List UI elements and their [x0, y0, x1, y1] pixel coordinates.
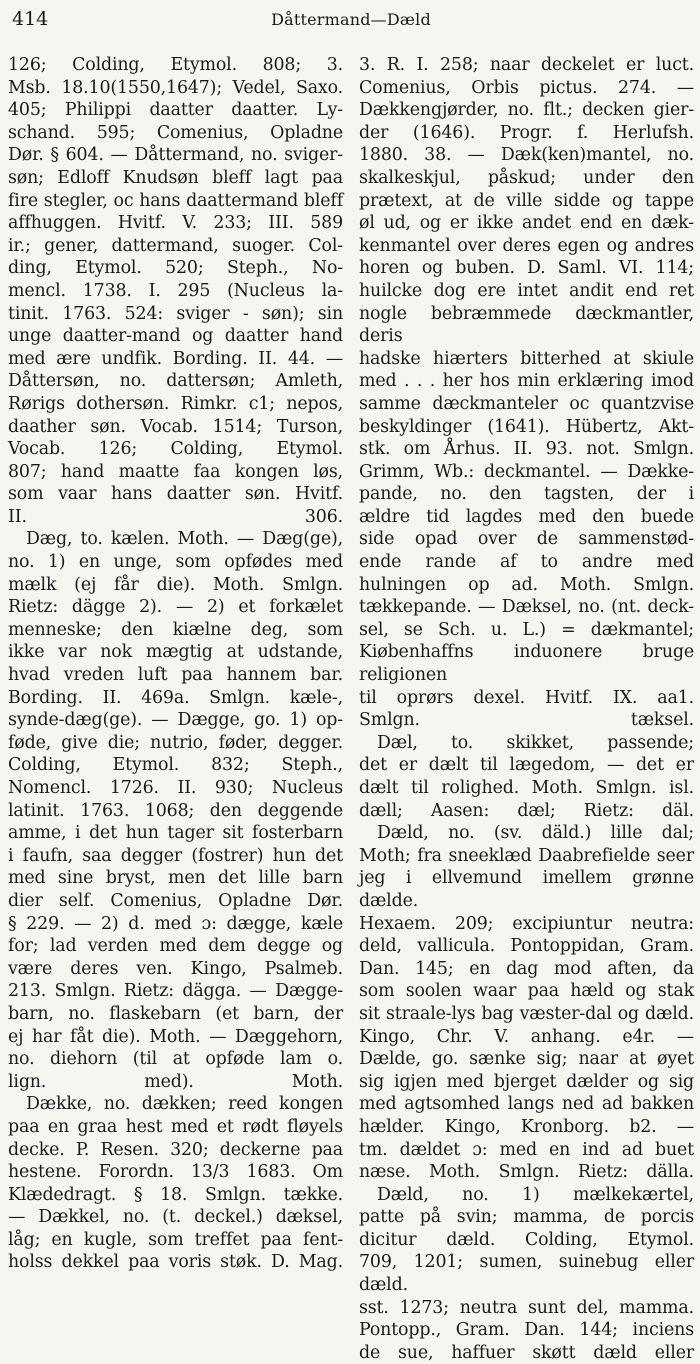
text-line: søn; Edloff Knudsøn bleff lagt paa: [8, 167, 343, 188]
text-line: Rørigs dothersøn. Rimkr. c1; nepos,: [8, 393, 343, 414]
text-line: Comenius, Orbis pictus. 274. —: [359, 77, 694, 98]
text-line: kenmantel over deres egen og andres: [359, 235, 694, 256]
text-line: som vaar hans daatter søn. Hvitf.: [8, 484, 343, 505]
text-line: Dælde, go. sænke sig; naar at øyet: [359, 1049, 694, 1070]
text-line: tækkepande. — Dæksel, no. (nt. deck-: [359, 597, 694, 618]
text-line: 709, 1201; sumen, suinebug eller dæld.: [359, 1252, 694, 1296]
text-line: mencl. 1738. I. 295 (Nucleus la-: [8, 280, 343, 301]
text-line: hadske hiærters bitterhed at skiule: [359, 348, 694, 369]
text-line: der (1646). Progr. f. Herlufsh.: [359, 122, 694, 143]
text-line: Dåttersøn, no. dattersøn; Amleth,: [8, 371, 343, 392]
text-line: nogle bebræmmede dæckmantler, deris: [359, 303, 694, 347]
text-line: jeg i ellvemund imellem grønne dælde.: [359, 868, 694, 911]
page-header: [10, 6, 692, 36]
text-line: ding, Etymol. 520; Steph., No-: [8, 258, 343, 279]
text-line: patte på svin; mamma, de porcis: [359, 1207, 694, 1228]
text-columns: [8, 54, 694, 1363]
text-line: Nomencl. 1726. II. 930; Nucleus: [8, 778, 343, 798]
text-line: 213. Smlgn. Rietz: dägga. — Dægge-: [8, 981, 343, 1002]
text-line: sel, se Sch. u. L.) = dækmantel;: [359, 619, 694, 640]
text-line: de sue, haffuer skøtt dæld eller: [359, 1342, 694, 1363]
text-line: synde-dæg(ge). — Dægge, go. 1) op-: [8, 710, 343, 731]
text-line: schand. 595; Comenius, Opladne: [8, 122, 343, 143]
text-line: Hexaem. 209; excipiuntur neutra:: [359, 913, 694, 934]
text-line: 405; Philippi daatter daatter. Ly-: [8, 100, 343, 121]
text-line: dier self. Comenius, Opladne Dør.: [8, 890, 343, 911]
text-line: med ære undfik. Bording. II. 44. —: [8, 348, 343, 369]
text-line: ir.; gener, dattermand, suoger. Col-: [8, 235, 343, 256]
text-line: pande, no. den tagsten, der i: [359, 484, 694, 505]
text-line: affhuggen. Hvitf. V. 233; III. 589: [8, 213, 343, 234]
text-line: til oprørs dexel. Hvitf. IX. aa1.: [359, 687, 694, 708]
text-line: Dæld, no. (sv. däld.) lille dal;: [377, 823, 694, 844]
text-line: barn, no. flaskebarn (et barn, der: [8, 1003, 343, 1024]
text-line: decke. P. Resen. 320; deckerne paa: [8, 1139, 343, 1160]
text-line: 126; Colding, Etymol. 808; 3.: [8, 55, 343, 75]
text-line: hestene. Forordn. 13/3 1683. Om: [8, 1162, 343, 1183]
text-line: skalkeskjul, påskud; under den: [359, 167, 694, 188]
text-line: låg; en kugle, som treffet paa fent-: [8, 1229, 343, 1250]
text-line: for; lad verden med dem degge og: [8, 936, 343, 957]
running-head: Dåttermand—Dæld: [271, 10, 431, 29]
text-line: no. diehorn (til at opføde lam o.: [8, 1049, 343, 1070]
text-line: Smlgn. tæksel.: [359, 710, 694, 731]
text-line: Colding, Etymol. 832; Steph.,: [8, 755, 343, 776]
text-line: hvad vreden luft paa hannem bar.: [8, 665, 343, 686]
text-line: deld, vallicula. Pontoppidan, Gram.: [359, 936, 694, 957]
text-line: beskyldinger (1641). Hübertz, Akt-: [359, 416, 694, 437]
text-line: være deres ven. Kingo, Psalmeb.: [8, 958, 343, 979]
text-line: daather søn. Vocab. 1514; Turson,: [8, 416, 343, 437]
text-line: med . . . her hos min erklæring imod: [359, 371, 694, 392]
text-line: Dæg, to. kælen. Moth. — Dæg(ge),: [26, 529, 343, 550]
text-line: 3. R. I. 258; naar deckelet er luct.: [359, 55, 694, 75]
text-line: lign. med). Moth.: [8, 1071, 343, 1092]
text-line: Pontopp., Gram. Dan. 144; inciens: [359, 1320, 694, 1341]
text-line: føde, give die; nutrio, føder, degger.: [8, 732, 343, 753]
text-line: — Dækkel, no. (t. deckel.) dæksel,: [8, 1207, 343, 1228]
text-line: latinit. 1763. 1068; den deggende: [8, 800, 343, 821]
text-line: med sine bryst, men det lille barn: [8, 868, 343, 889]
text-line: dælt til rolighed. Moth. Smlgn. isl.: [359, 778, 694, 798]
text-line: 807; hand maatte faa kongen løs,: [8, 461, 343, 482]
text-line: stk. om Århus. II. 93. not. Smlgn.: [359, 439, 694, 460]
text-line: § 229. — 2) d. med ɔ: dægge, kæle: [8, 913, 343, 934]
text-line: tinit. 1763. 524: sviger - søn); sin: [8, 303, 343, 324]
text-line: Kingo, Chr. V. anhang. e4r. —: [359, 1026, 694, 1047]
text-line: Grimm, Wb.: deckmantel. — Dække-: [359, 461, 694, 482]
text-line: Moth; fra sneeklæd Daabrefielde seer: [359, 845, 694, 866]
text-line: amme, i det hun tager sit fosterbarn: [8, 823, 343, 844]
text-line: holss dekkel paa voris støk. D. Mag.: [8, 1252, 343, 1273]
text-line: sst. 1273; neutra sunt del, mamma.: [359, 1297, 694, 1318]
text-line: det er dælt til lægedom, — det er: [359, 755, 694, 776]
text-line: Kiøbenhaffns induonere bruge religionen: [359, 642, 694, 686]
text-line: huilcke dog ere intet andit end ret: [359, 280, 694, 301]
text-line: horen og buben. D. Saml. VI. 114;: [359, 258, 694, 279]
text-line: Dan. 145; en dag mod aften, da: [359, 958, 694, 979]
text-line: øl ud, og er ikke andet end en dæk-: [359, 213, 694, 234]
text-line: dæll; Aasen: dæl; Rietz: däl.: [359, 800, 694, 821]
text-line: Rietz: dägge 2). — 2) et forkælet: [8, 597, 343, 618]
text-line: ikke var nok mægtig at udstande,: [8, 642, 343, 663]
text-line: Bording. II. 469a. Smlgn. kæle-,: [8, 687, 343, 708]
text-line: no. 1) en unge, som opfødes med: [8, 552, 343, 573]
text-line: Klædedragt. § 18. Smlgn. tække.: [8, 1184, 343, 1205]
text-line: hælder. Kingo, Kronborg. b2. —: [359, 1116, 694, 1137]
text-line: Msb. 18.10(1550,1647); Vedel, Saxo.: [8, 77, 343, 98]
text-line: sit straale-lys bag væster-dal og dæld.: [359, 1003, 694, 1024]
text-line: Dør. § 604. — Dåttermand, no. sviger-: [8, 145, 343, 166]
text-line: paa en graa hest med et rødt fløyels: [8, 1116, 343, 1137]
text-line: samme dæckmanteler oc quantzvise: [359, 393, 694, 414]
text-line: dicitur dæld. Colding, Etymol.: [359, 1229, 694, 1250]
text-line: mælk (ej får die). Moth. Smlgn.: [8, 574, 343, 595]
text-line: næse. Moth. Smlgn. Rietz: dälla.: [359, 1162, 694, 1183]
text-line: Dæld, no. 1) mælkekærtel,: [377, 1184, 694, 1205]
text-line: prætext, at de ville sidde og tappe: [359, 190, 694, 211]
text-line: ende rande af to andre med: [359, 552, 694, 573]
text-line: Vocab. 126; Colding, Etymol.: [8, 439, 343, 460]
text-line: side opad over de sammenstød-: [359, 529, 694, 550]
left-column: [8, 54, 343, 1273]
text-line: menneske; den kiælne deg, som: [8, 619, 343, 640]
text-line: Dække, no. dækken; reed kongen: [26, 1094, 343, 1115]
text-line: Dækkengjørder, no. flt.; decken gier-: [359, 100, 694, 121]
right-column: [359, 54, 694, 1363]
text-line: unge daatter-mand og daatter hand: [8, 326, 343, 347]
text-line: som soolen waar paa hæld og stak: [359, 981, 694, 1002]
text-line: i faufn, saa degger (fostrer) hun det: [8, 845, 343, 866]
text-line: fire stegler, oc hans daattermand bleff: [8, 190, 343, 211]
text-line: tm. dældet ɔ: med en ind ad buet: [359, 1139, 694, 1160]
page-number: 414: [12, 8, 49, 30]
text-line: ældre tid lagdes med den buede: [359, 506, 694, 527]
text-line: med agtsomhed langs ned ad bakken: [359, 1094, 694, 1115]
text-line: Dæl, to. skikket, passende;: [377, 732, 694, 753]
text-line: ej har fåt die). Moth. — Dæggehorn,: [8, 1026, 343, 1047]
text-line: 1880. 38. — Dæk(ken)mantel, no.: [359, 145, 694, 166]
text-line: II. 306.: [8, 506, 343, 527]
text-line: hulningen op ad. Moth. Smlgn.: [359, 574, 694, 595]
text-line: sig igjen med bjerget dælder og sig: [359, 1071, 694, 1092]
